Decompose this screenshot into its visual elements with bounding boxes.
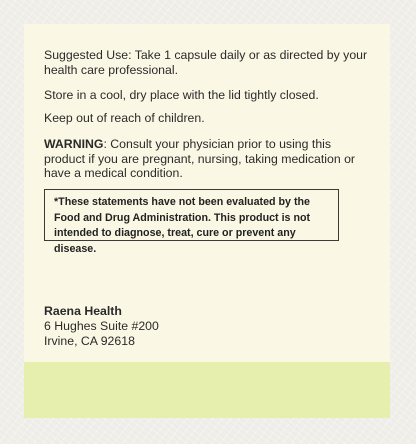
address-line-2: Irvine, CA 92618 bbox=[44, 334, 135, 348]
address-line-1: 6 Hughes Suite #200 bbox=[44, 319, 159, 333]
suggested-use-text: Suggested Use: Take 1 capsule daily or as directed by your health care professional. bbox=[44, 48, 368, 77]
warning-heading: WARNING bbox=[44, 137, 104, 151]
children-warning-text: Keep out of reach of children. bbox=[44, 111, 205, 125]
warning-text: : Consult your physician prior to using this product if you are pregnant, nursing, taking medication or have a medical condition. bbox=[44, 137, 356, 180]
warning-paragraph bbox=[44, 137, 374, 181]
fda-disclaimer-box bbox=[44, 189, 339, 255]
fda-disclaimer-text: *These statements have not been evaluated by the Food and Drug Administration. This product is not intended to diagnose, treat, cure or prevent any disease. bbox=[54, 196, 311, 255]
footer-color-band bbox=[24, 362, 390, 418]
company-address bbox=[44, 304, 159, 349]
storage-text: Store in a cool, dry place with the lid tightly closed. bbox=[44, 88, 319, 102]
product-label-panel bbox=[24, 24, 390, 418]
company-name: Raena Health bbox=[44, 304, 122, 318]
